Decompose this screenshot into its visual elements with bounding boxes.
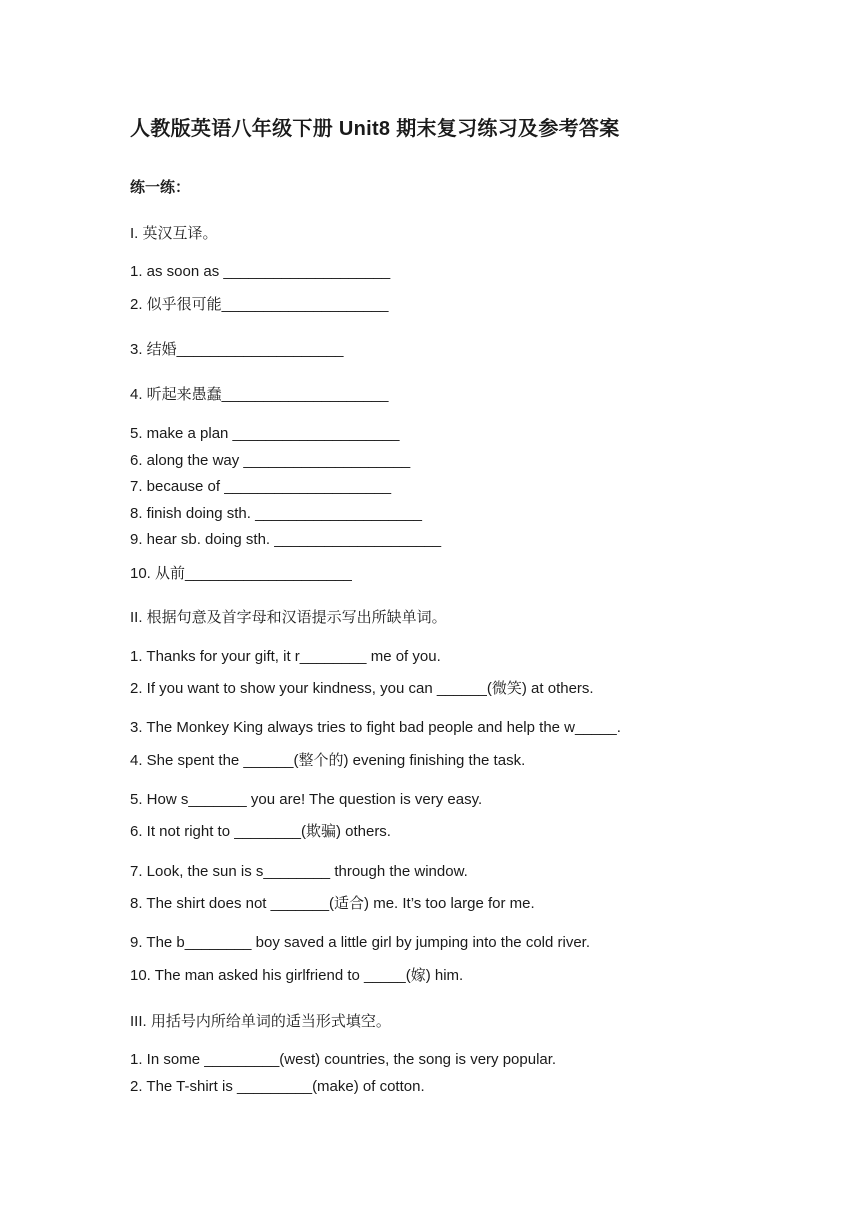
section-2-item: 9. The b________ boy saved a little girl by jumping into the cold river. <box>130 934 591 951</box>
section-1-item: 3. 结婚____________________ <box>130 341 344 358</box>
section-1-item: 1. as soon as ____________________ <box>130 263 391 280</box>
document-title: 人教版英语八年级下册 Unit8 期末复习练习及参考答案 <box>130 118 620 140</box>
section-2-item: 6. It not right to ________(欺骗) others. <box>130 823 391 840</box>
section-2-item: 4. She spent the ______(整个的) evening finishing the task. <box>130 752 526 769</box>
section-1-item: 4. 听起来愚蠢____________________ <box>130 386 389 403</box>
section-2-heading: II. 根据句意及首字母和汉语提示写出所缺单词。 <box>130 609 447 626</box>
section-2-item: 8. The shirt does not _______(适合) me. It’s too large for me. <box>130 895 535 912</box>
section-2-item: 2. If you want to show your kindness, you can ______(微笑) at others. <box>130 680 594 697</box>
section-1-item: 10. 从前____________________ <box>130 565 352 582</box>
section-1-item: 8. finish doing sth. ____________________ <box>130 505 422 522</box>
section-1-item: 6. along the way ____________________ <box>130 452 411 469</box>
section-1-heading: I. 英汉互译。 <box>130 225 218 242</box>
section-2-item: 10. The man asked his girlfriend to _____(嫁) him. <box>130 967 464 984</box>
section-2-item: 3. The Monkey King always tries to fight bad people and help the w_____. <box>130 719 621 736</box>
section-3-heading: III. 用括号内所给单词的适当形式填空。 <box>130 1013 391 1030</box>
section-3-item: 1. In some _________(west) countries, the song is very popular. <box>130 1051 557 1068</box>
section-3-item: 2. The T-shirt is _________(make) of cotton. <box>130 1078 425 1095</box>
section-2-item: 1. Thanks for your gift, it r________ me of you. <box>130 648 441 665</box>
section-2-item: 7. Look, the sun is s________ through the window. <box>130 863 468 880</box>
section-1-item: 7. because of ____________________ <box>130 478 392 495</box>
section-1-item: 9. hear sb. doing sth. ____________________ <box>130 531 442 548</box>
section-1-item: 2. 似乎很可能____________________ <box>130 296 389 313</box>
practice-subtitle: 练一练： <box>130 179 191 196</box>
section-2-item: 5. How s_______ you are! The question is very easy. <box>130 791 483 808</box>
section-1-item: 5. make a plan ____________________ <box>130 425 400 442</box>
